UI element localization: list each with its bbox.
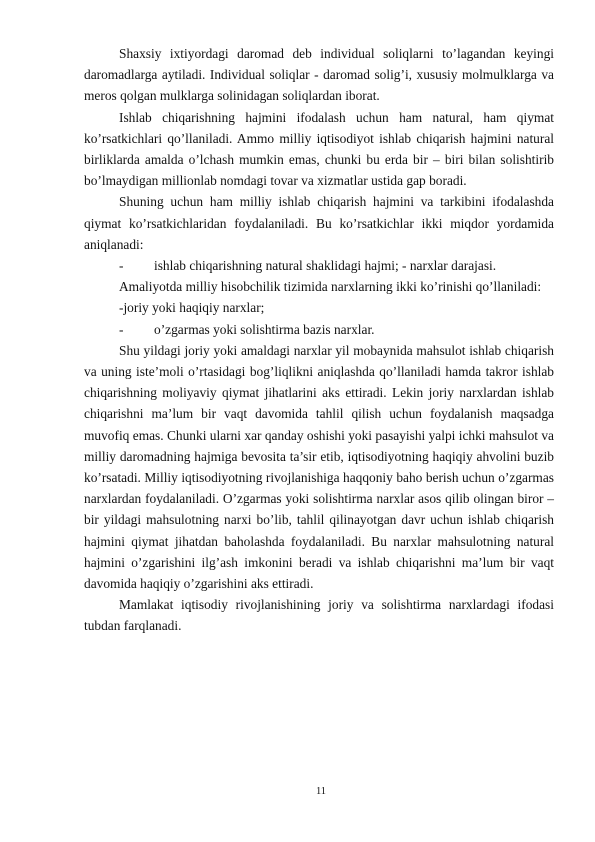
paragraph-value-indicators: Shuning uchun ham milliy ishlab chiqarish hajmini va tarkibini ifodalashda qiymat ko’rsatkichlaridan foydalaniladi. Bu ko’rsatkichlar ikki miqdor yordamida aniqlanadi: xyxy=(84,194,554,252)
list-item xyxy=(84,255,554,276)
list-dash: - xyxy=(119,321,124,337)
paragraph-disposable-income: Shaxsiy ixtiyordagi daromad deb individual soliqlarni to’lagandan keyingi daromadlarga aytiladi. Individual soliqlar - daromad solig’i, xususiy molmulklarga va meros qolgan mulklarga solinidagan soliqlardan iborat. xyxy=(84,46,554,104)
list-item-text: o’zgarmas yoki solishtirma bazis narxlar. xyxy=(154,321,375,337)
paragraph-conclusion: Mamlakat iqtisodiy rivojlanishining joriy va solishtirma narxlardagi ifodasi tubdan farqlanadi. xyxy=(84,597,554,634)
list-item-current-prices: -joriy yoki haqiqiy narxlar; xyxy=(119,300,265,316)
paragraph-price-types: Amaliyotda milliy hisobchilik tizimida narxlarning ikki ko’rinishi qo’llaniladi: xyxy=(119,279,542,295)
page-number: 11 xyxy=(315,786,327,797)
page-body xyxy=(84,43,554,637)
list-item-text: ishlab chiqarishning natural shaklidagi hajmi; - narxlar darajasi. xyxy=(154,258,497,274)
paragraph-production-volume: Ishlab chiqarishning hajmini ifodalash uchun ham natural, ham qiymat ko’rsatkichlari qo’llaniladi. Ammo milliy iqtisodiyot ishlab chiqarish hajmini natural birliklarda amalda o’lchash mumkin emas, chunki bu erda bir – biri bilan solishtirib bo’lmaydigan millionlab nomdagi tovar va xizmatlar ustida gap boradi. xyxy=(84,109,554,189)
paragraph-current-vs-constant: Shu yildagi joriy yoki amaldagi narxlar yil mobaynida mahsulot ishlab chiqarish va uning iste’moli o’rtasidagi bog’liqlikni aniqlashda qo’llaniladi hamda takror ishlab chiqarishning moliyaviy qiymat jihatlarini aks ettiradi. Lekin joriy narxlardan ishlab chiqarishni ma’lum bir vaqt davomida tahlil qilish uchun foydalanish maqsadga muvofiq emas. Chunki ularni xar qanday oshishi yoki pasayishi yalpi ichki mahsulot va milliy daromadning hajmiga bevosita ta’sir etib, iqtisodiyotning haqiqiy ahvolini buzib ko’rsatadi. Milliy iqtisodiyotning rivojlanishiga haqqoniy baho berish uchun o’zgarmas narxlardan foydalaniladi. O’zgarmas yoki solishtirma narxlar asos qilib olingan biror – bir yildagi mahsulotning narxi bo’lib, tahlil qilinayotgan davr uchun ishlab chiqarish hajmini qiymat jihatdan baholashda foydalaniladi. Bu narxlar mahsulotning natural hajmini o’zgarishini ilg’ash imkonini beradi va ishlab chiqarishni ma’lum bir vaqt davomida haqiqiy o’zgarishini aks ettiradi. xyxy=(84,342,554,592)
list-dash: - xyxy=(119,258,124,274)
list-item xyxy=(84,319,554,340)
